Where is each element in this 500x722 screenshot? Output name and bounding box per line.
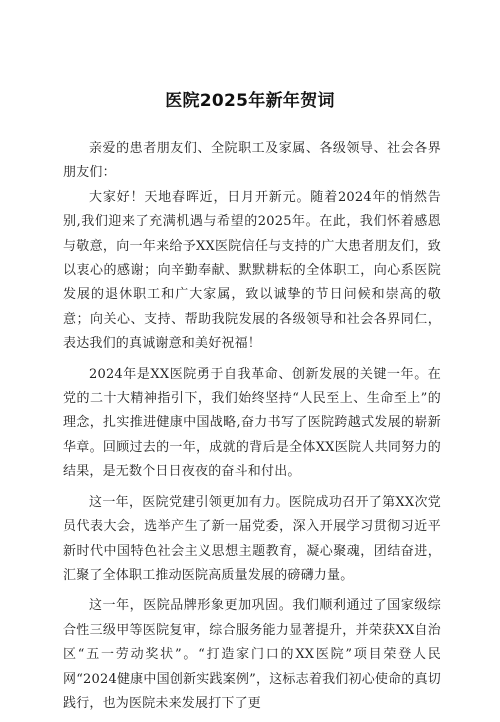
- salutation-paragraph: 亲爱的患者朋友们、全院职工及家属、各级领导、社会各界朋友们：: [63, 141, 441, 181]
- brand-image-paragraph: 这一年，医院品牌形象更加巩固。我们顺利通过了国家级综合性三级甲等医院复审，综合服务能力显著提升，并荣获XX自治区“五一劳动奖状”。“打造家门口的XX医院”项目荣登人民网“2024健康中国创新实践案例”，这标志着我们初心使命的真切践行，也为医院未来发展打下了更: [63, 598, 441, 711]
- review-paragraph: 2024年是XX医院勇于自我革命、创新发展的关键一年。在党的二十大精神指引下，我们始终坚持“人民至上、生命至上”的理念，扎实推进健康中国战略,奋力书写了医院跨越式发展的崭新华章。回顾过去的一年，成就的背后是全体XX医院人共同努力的结果，是无数个日日夜夜的奋斗和付出。: [63, 366, 441, 480]
- document-title: 医院2025年新年贺词: [165, 91, 335, 111]
- document-body: [63, 137, 441, 722]
- party-building-paragraph: 这一年，医院党建引领更加有力。医院成功召开了第XX次党员代表大会，选举产生了新一届党委，深入开展学习贯彻习近平新时代中国特色社会主义思想主题教育，凝心聚魂，团结奋进，汇聚了全体职工推动医院高质量发展的磅礴力量。: [63, 494, 441, 583]
- greeting-paragraph: 大家好！天地春晖近，日月开新元。随着2024年的悄然告别,我们迎来了充满机遇与希望的2025年。在此，我们怀着感恩与敬意，向一年来给予XX医院信任与支持的广大患者朋友们，致以衷心的感谢；向辛勤奉献、默默耕耘的全体职工，向心系医院发展的退休职工和广大家属，致以诚挚的节日问候和崇高的敬意；向关心、支持、帮助我院发展的各级领导和社会各界同仁，表达我们的真诚谢意和美好祝福！: [63, 189, 441, 352]
